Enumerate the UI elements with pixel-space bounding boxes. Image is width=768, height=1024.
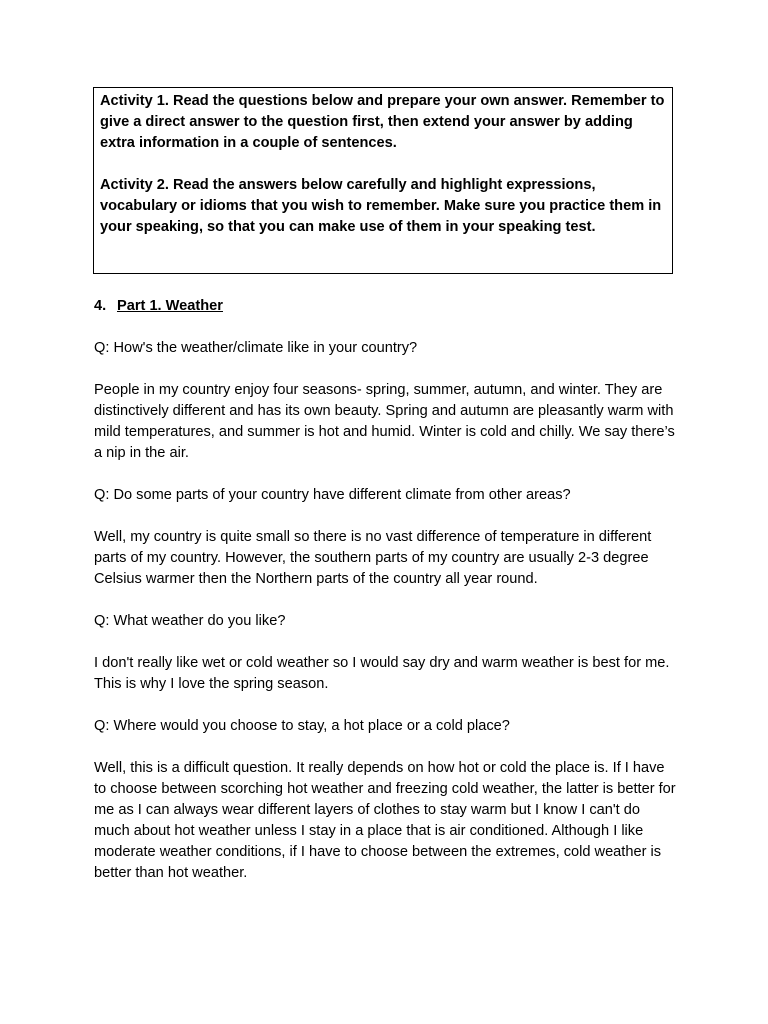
question-text: Q: How's the weather/climate like in your country? [94, 340, 418, 356]
answer-text: People in my country enjoy four seasons- spring, summer, autumn, and winter. They are distinctively different and has its own beauty. Spring and autumn are pleasantly warm with mild temperatures, and summer is hot and humid. Winter is cold and chilly. We say there’s a nip in the air. [94, 382, 675, 461]
activity-2-text: Activity 2. Read the answers below carefully and highlight expressions, vocabulary or idioms that you wish to remember. Make sure you practice them in your speaking, so that you can make use of them in your speaking test. [100, 177, 662, 235]
section-title: Part 1. Weather [117, 298, 223, 314]
section-heading [94, 296, 678, 317]
question-text: Q: Where would you choose to stay, a hot place or a cold place? [94, 718, 510, 734]
question-text: Q: What weather do you like? [94, 613, 286, 629]
document-body [94, 296, 678, 905]
question-text: Q: Do some parts of your country have different climate from other areas? [94, 487, 571, 503]
section-number: 4. [94, 298, 107, 314]
answer-text: Well, my country is quite small so there is no vast difference of temperature in different parts of my country. However, the southern parts of my country are usually 2-3 degree Celsius warmer then the Northern parts of the country all year round. [94, 529, 652, 587]
qa-item [94, 716, 678, 884]
activity-instructions-box [93, 87, 673, 274]
answer-text: Well, this is a difficult question. It really depends on how hot or cold the place is. If I have to choose between scorching hot weather and freezing cold weather, the latter is better for me as I can always wear different layers of clothes to stay warm but I know I can't do much about hot weather unless I stay in a place that is air conditioned. Although I like moderate weather conditions, if I have to choose between the extremes, cold weather is better than hot weather. [94, 760, 676, 881]
answer-text: I don't really like wet or cold weather so I would say dry and warm weather is best for me. This is why I love the spring season. [94, 655, 670, 692]
qa-item [94, 338, 678, 464]
activity-1-text: Activity 1. Read the questions below and prepare your own answer. Remember to give a direct answer to the question first, then extend your answer by adding extra information in a couple of sentences. [100, 93, 665, 151]
qa-item [94, 611, 678, 695]
qa-item [94, 485, 678, 590]
